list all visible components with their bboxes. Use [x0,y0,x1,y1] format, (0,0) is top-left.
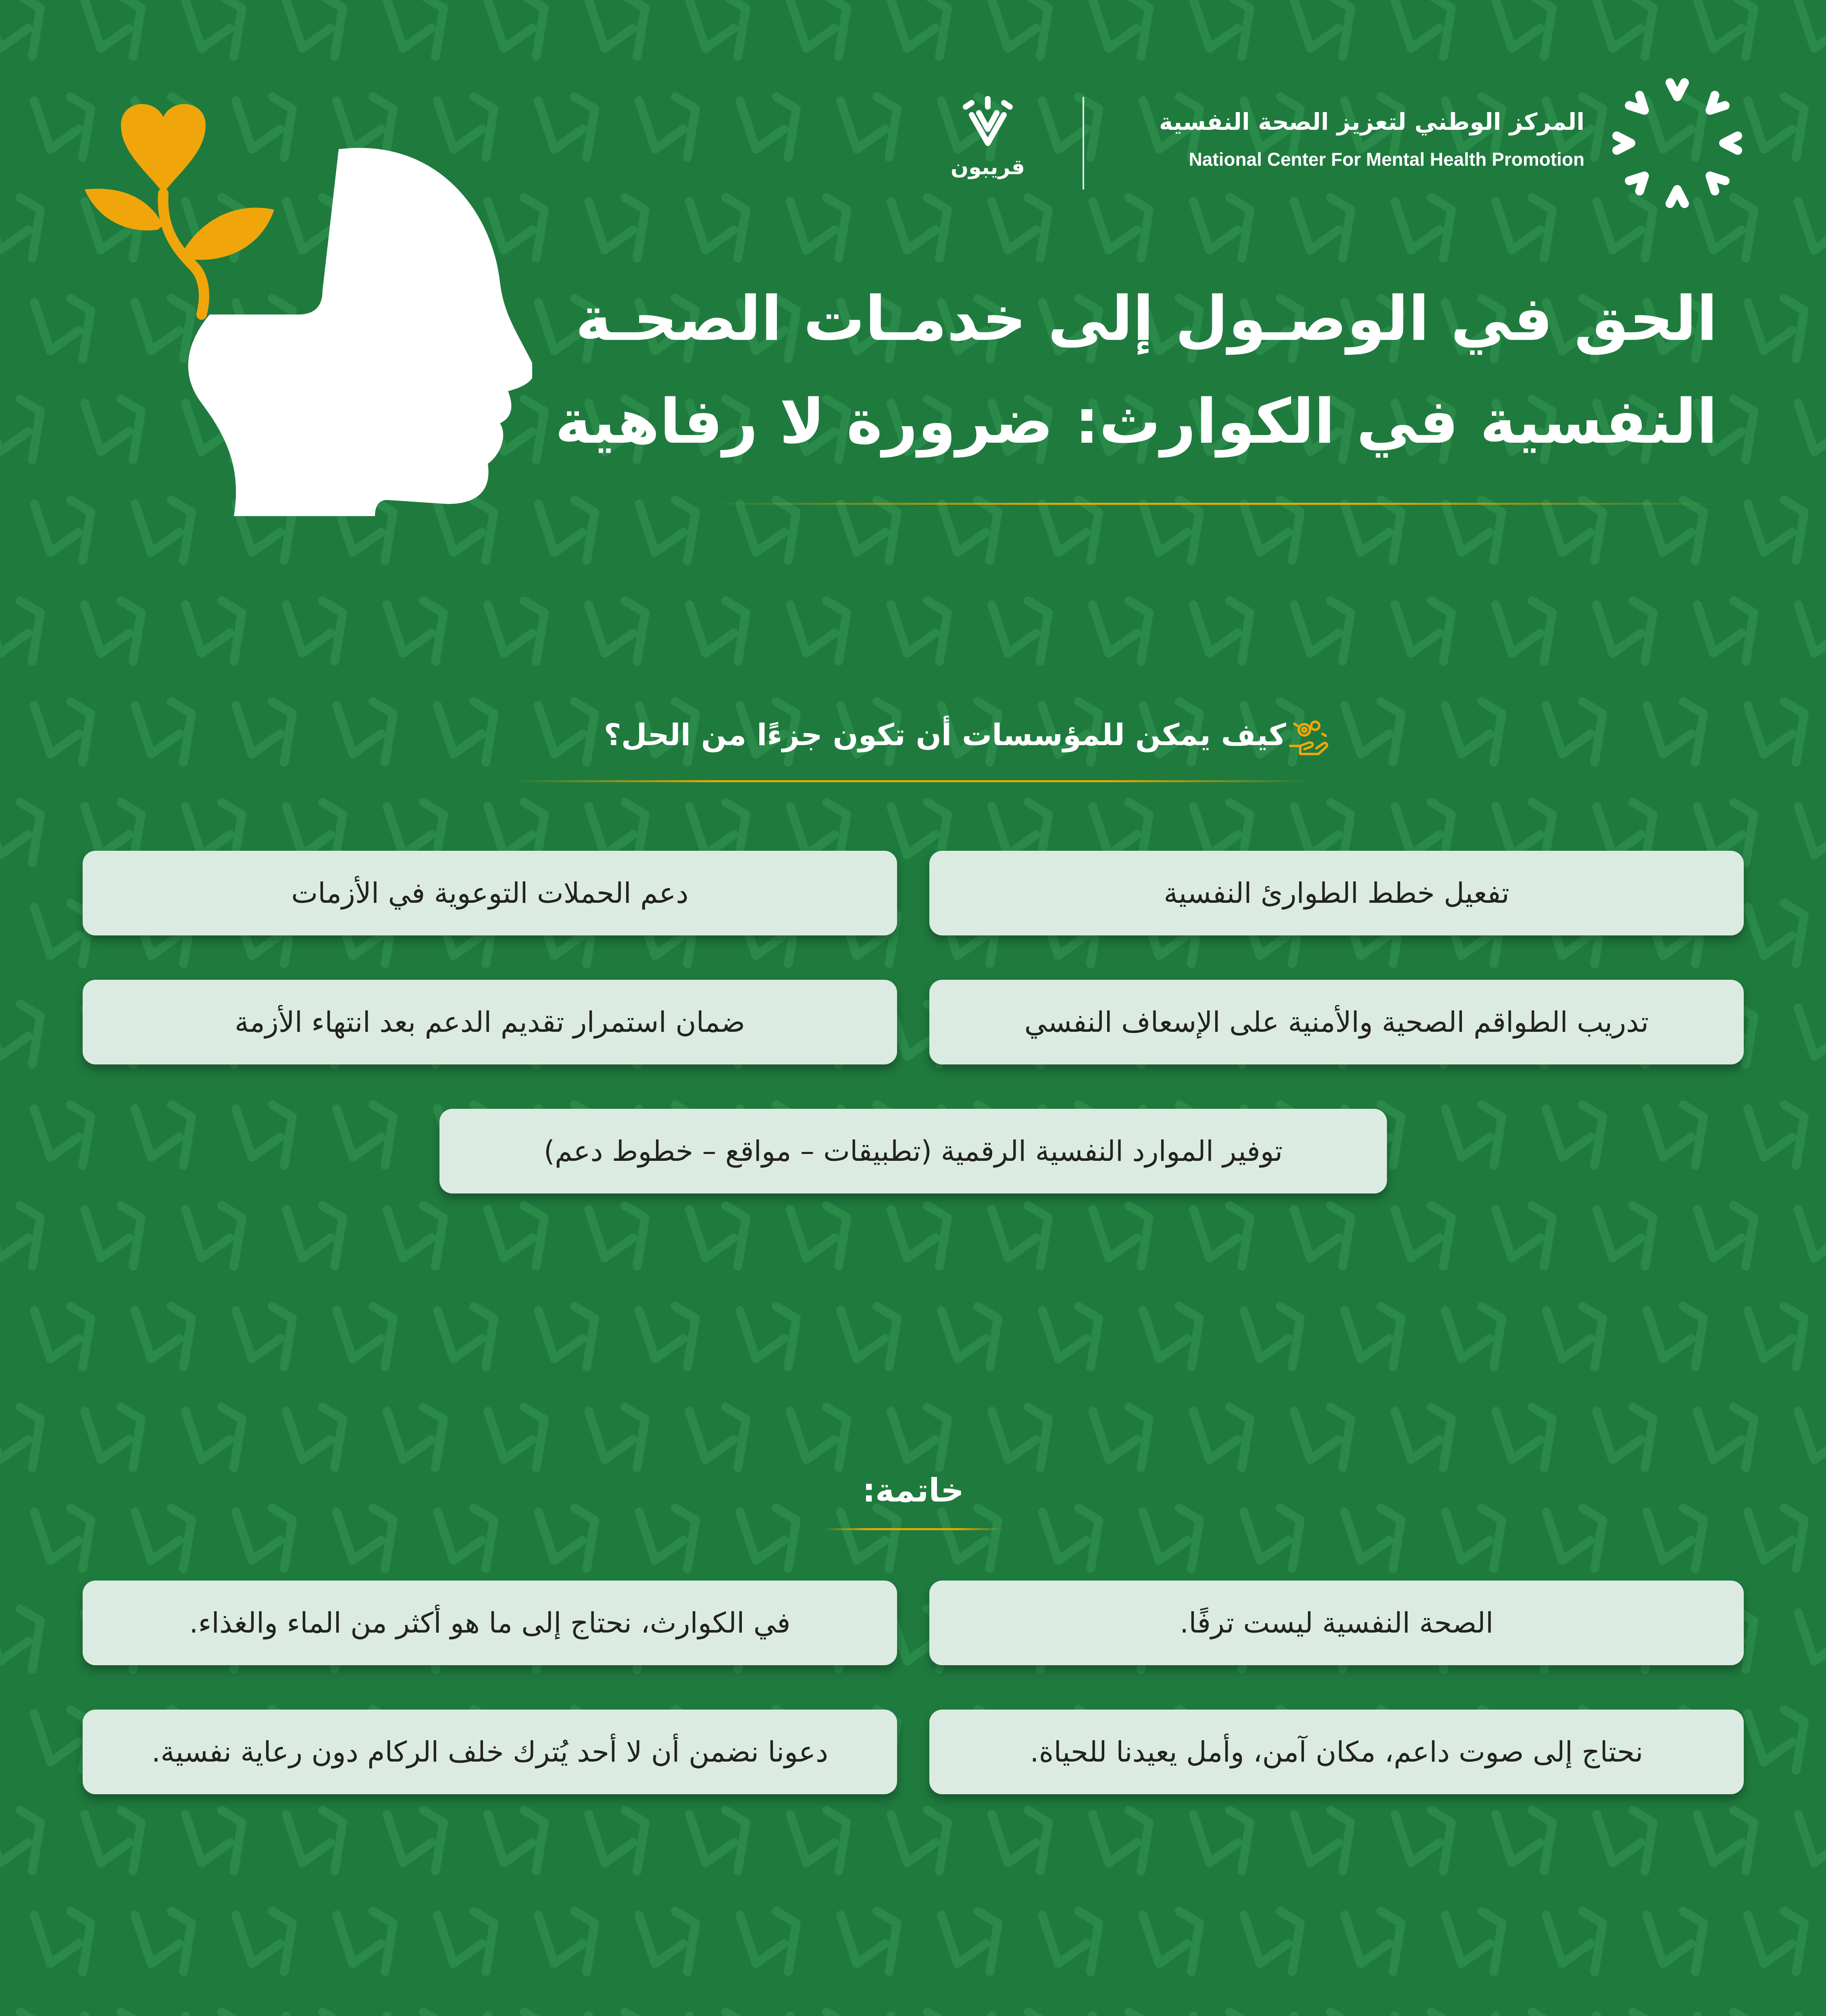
ncmh-name-arabic: المركز الوطني لتعزيز الصحة النفسية [1159,108,1584,135]
action-card-text: ضمان استمرار تقديم الدعم بعد انتهاء الأزمة [234,1006,745,1039]
action-card-digital-resources [439,1109,1387,1193]
action-card-text: تدريب الطواقم الصحية والأمنية على الإسعاف النفسي [1024,1006,1649,1039]
conclusion-card [929,1581,1744,1665]
action-card-continued-support [83,980,897,1064]
page-title-line-2: النفسية في الكوارث: ضرورة لا رفاهية [555,386,1718,457]
conclusion-card-text: دعونا نضمن أن لا أحد يُترك خلف الركام دون رعاية نفسية. [151,1735,829,1768]
conclusion-card [929,1710,1744,1794]
title-underline [710,503,1718,505]
action-card-text: تفعيل خطط الطوارئ النفسية [1164,877,1510,910]
conclusion-card [83,1710,897,1794]
action-card-awareness-campaigns [83,851,897,935]
action-card-emergency-plans [929,851,1744,935]
conclusion-card-text: الصحة النفسية ليست ترفًا. [1179,1606,1494,1639]
qaribon-name: قريبون [950,155,1025,179]
ncmh-star-logo [1605,75,1750,212]
action-card-text: توفير الموارد النفسية الرقمية (تطبيقات – مواقع – خطوط دعم) [543,1135,1283,1168]
conclusion-card-text: نحتاج إلى صوت داعم، مكان آمن، وأمل يعيدنا للحياة. [1030,1735,1643,1768]
action-card-text: دعم الحملات التوعوية في الأزمات [291,877,689,910]
conclusion-card [83,1581,897,1665]
head-with-heart-plant-icon [73,56,532,520]
hand-with-gears-icon [1286,714,1330,758]
action-card-staff-training [929,980,1744,1064]
header-divider [1083,97,1084,190]
conclusion-card-text: في الكوارث، نحتاج إلى ما هو أكثر من الماء والغذاء. [189,1606,791,1639]
question-text: كيف يمكن للمؤسسات أن تكون جزءًا من الحل؟ [604,718,1286,752]
question-underline [510,780,1312,782]
conclusion-title: خاتمة: [862,1472,964,1509]
page-title-line-1: الحق في الوصـول إلى خدمـات الصحـة [575,283,1718,354]
qaribon-logo [956,91,1020,151]
question-heading [484,714,1330,774]
conclusion-underline [822,1528,1004,1530]
ncmh-name-english: National Center For Mental Health Promotion [1189,149,1584,170]
